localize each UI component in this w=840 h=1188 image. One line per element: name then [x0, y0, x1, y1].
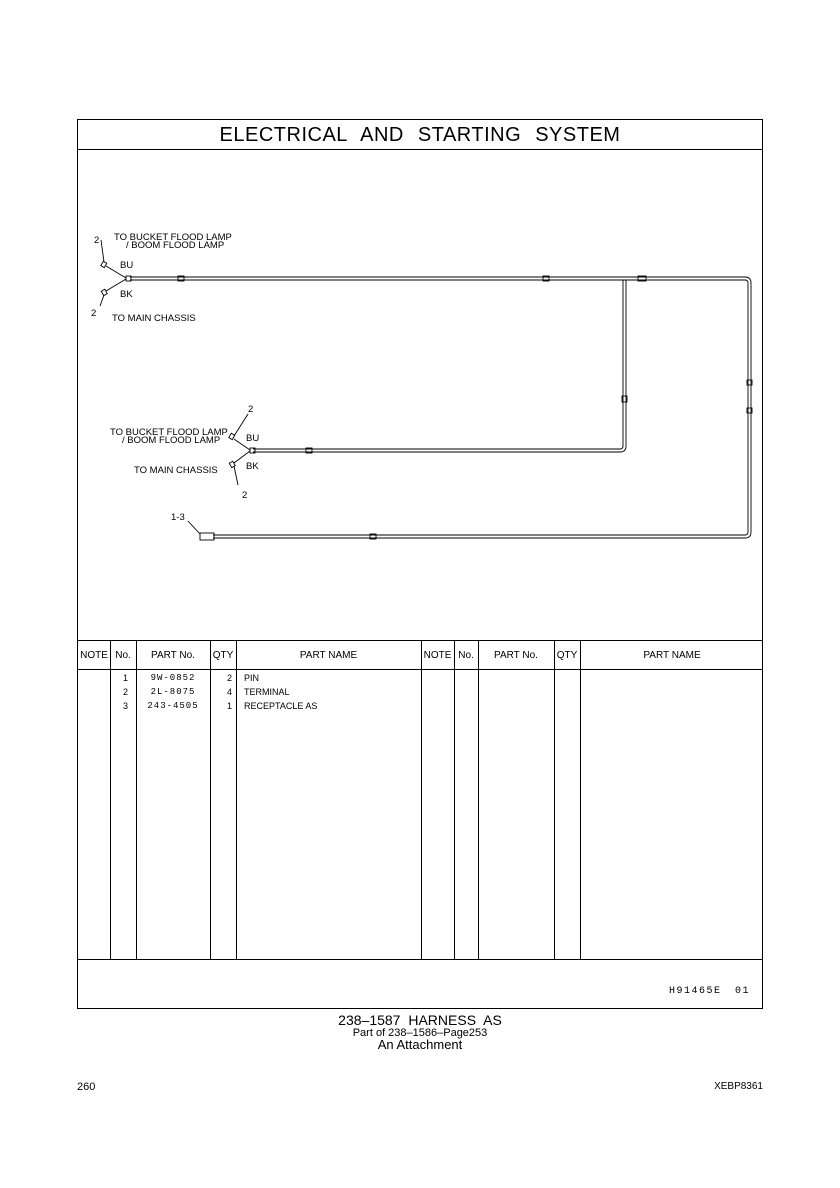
- callout-top-line2: / BOOM FLOOD LAMP: [126, 240, 225, 251]
- document-code: XEBP8361: [714, 1081, 763, 1092]
- callout-item-top2: 2: [91, 308, 97, 319]
- callout-item-top: 2: [94, 235, 100, 246]
- header-no: No.: [115, 650, 131, 661]
- callout-mid-line2: / BOOM FLOOD LAMP: [122, 435, 221, 446]
- header-part-name-right: PART NAME: [643, 650, 701, 661]
- callout-top-chassis: TO MAIN CHASSIS: [112, 313, 196, 324]
- row-no: 2: [122, 687, 128, 697]
- page-title: ELECTRICAL AND STARTING SYSTEM: [78, 120, 762, 150]
- callout-item-mid2: 2: [242, 490, 248, 501]
- header-part-name: PART NAME: [299, 650, 358, 661]
- harness-bottom-corner: [745, 532, 751, 538]
- header-qty: QTY: [212, 650, 234, 661]
- callout-mid-bk: BK: [246, 461, 259, 472]
- row-no: 1: [122, 673, 128, 683]
- drawing-reference: H91465E 01: [668, 986, 750, 997]
- callout-item-bottom: 1-3: [171, 512, 185, 523]
- callout-top-bu: BU: [120, 260, 134, 271]
- caption-attachment: An Attachment: [377, 1037, 463, 1052]
- row-no: 3: [122, 701, 128, 711]
- header-part-no-right: PART No.: [494, 650, 538, 661]
- header-qty-right: QTY: [556, 650, 578, 661]
- row-part-no: 243-4505: [147, 701, 199, 711]
- callout-mid-line1: TO BUCKET FLOOD LAMP: [110, 427, 228, 438]
- parts-table-header: [78, 641, 762, 670]
- row-part-no: 9W-0852: [150, 673, 196, 683]
- caption-part-of: Part of 238–1586–Page253: [352, 1027, 488, 1039]
- row-part-no: 2L-8075: [150, 687, 196, 697]
- receptacle: [200, 533, 214, 540]
- table-bottom-border: [78, 959, 762, 960]
- row-qty: 2: [226, 673, 232, 683]
- callout-top-line1: TO BUCKET FLOOD LAMP: [114, 232, 232, 243]
- connector-end: [101, 261, 107, 267]
- header-part-no: PART No.: [151, 650, 195, 661]
- callout-item-mid: 2: [248, 404, 254, 415]
- drawing-frame: [77, 119, 763, 1009]
- row-part-name: RECEPTACLE AS: [244, 701, 318, 711]
- page-number: 260: [77, 1081, 96, 1093]
- harness-diagram: [78, 120, 764, 640]
- connector-end: [101, 289, 107, 295]
- row-part-name: PIN: [244, 673, 260, 683]
- harness-top-corner: [745, 277, 751, 283]
- callout-top-bk: BK: [120, 289, 133, 300]
- connector-end: [229, 433, 235, 439]
- caption-title: 238–1587 HARNESS AS: [338, 1012, 502, 1028]
- harness-mid-corner: [620, 446, 626, 452]
- header-note-right: NOTE: [423, 650, 452, 661]
- row-qty: 1: [226, 701, 232, 711]
- callout-mid-bu: BU: [246, 433, 260, 444]
- row-qty: 4: [226, 687, 232, 697]
- callout-mid-chassis: TO MAIN CHASSIS: [134, 465, 218, 476]
- header-note: NOTE: [80, 650, 108, 661]
- header-no-right: No.: [458, 650, 474, 661]
- row-part-name: TERMINAL: [244, 687, 290, 697]
